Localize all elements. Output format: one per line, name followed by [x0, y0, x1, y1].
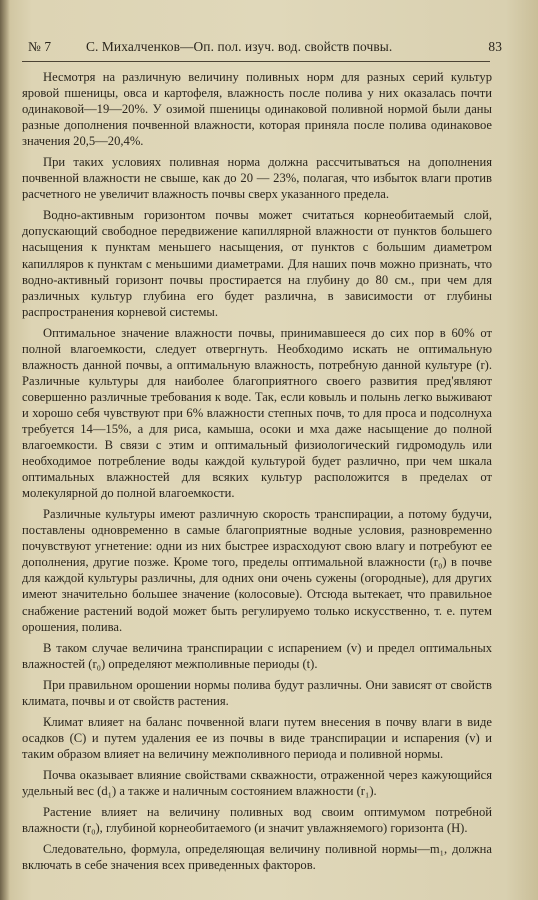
issue-number: № 7 [28, 39, 52, 54]
paragraph: Несмотря на различную величину поливных норм для разных серий культур яровой пшеницы, овса и картофеля, влажность после полива у них оказалась почти одинаковой—19—20%. У озимой пшеницы одинаковой поливной нормой были даны разные дополнения почвенной влажности, которая приняла после полива одинаковое значения 20,5—20,4%. [22, 70, 492, 149]
paragraph: Водно-активным горизонтом почвы может считаться корнеобитаемый слой, допускающий свободное передвижение капиллярной влажности от пунктов большего насыщения к пунктам меньшего насыщения, от пунктов с большим диаметром капилляров к пунктам с меньшими диаметрами. Для наших почв можно признать, что водно-активный горизонт почвы простирается на глубину до 80 см., при чем для различных культур глубина его будет различна, в зависимости от глубины распространения корневой системы. [22, 208, 492, 319]
paragraph: При таких условиях поливная норма должна рассчитываться на дополнения почвенной влажности не свыше, как до 20 — 23%, полагая, что избыток влаги против расчетного не увеличит влажность почвы сверх указанного предела. [22, 155, 492, 202]
body-text [22, 69, 492, 873]
paragraph: Почва оказывает влияние свойствами скважности, отраженной через кажующийся удельный вес (d₁) а также и наличным состоянием влажности (r₁). [22, 767, 492, 798]
paragraph: Следовательно, формула, определяющая величину поливной нормы—m₁, должна включать в себе значения всех приведенных факторов. [22, 842, 492, 873]
paragraph: Оптимальное значение влажности почвы, принимавшееся до сих пор в 60% от полной влагоемкости, следует отвергнуть. Необходимо искать не оптимальную влажность данной почвы, а оптимальную влажность, потребную данной культуре (r). Различные культуры для наиболее благоприятного своего развития пред'являют совершенно различные требования к воде. Так, если ковыль и полынь легко выживают и хорошо себя чувствуют при 6% влажности степных почв, то для проса и подсолнуха требуется 14—15%, а для риса, камыша, осоки и мха даже насыщение до полной влагоемкости. В связи с этим и оптимальный физиологический гидромодуль или необходимое потребление воды каждой культурой будет различно, при чем шкала оптимальных влажностей для всяких культур расположится в пределах от молекулярной до полной влагоемкости. [22, 325, 492, 501]
page-number: 83 [488, 39, 502, 54]
running-title: С. Михалченков—Оп. пол. изуч. вод. свойств почвы. [86, 39, 393, 54]
paragraph: При правильном орошении нормы полива будут различны. Они зависят от свойств климата, почвы и от свойств растения. [22, 677, 492, 708]
paragraph: Растение влияет на величину поливных вод своим оптимумом потребной влажности (r₀), глубиной корнеобитаемого (и значит увлажняемого) горизонта (Н). [22, 805, 492, 836]
paragraph: Различные культуры имеют различную скорость транспирации, а потому будучи, поставлены одновременно в самые благоприятные водные условия, разновременно почувствуют угнетение: одни из них быстрее израсходуют свою влагу и потребуют ее дополнения, другие позже. Кроме того, пределы оптимальной влажности (r₀) в почве для каждой культуры различны, для одних они очень сужены (огородные), для других имеют значительно большее значение (колосовые). Отсюда вытекает, что правильное снабжение растений водой может быть регулируемо только искусственно, т. е. путем орошения, полива. [22, 507, 492, 634]
running-header [22, 39, 502, 57]
paragraph: Климат влияет на баланс почвенной влаги путем внесения в почву влаги в виде осадков (С) и путем удаления ее из почвы в виде транспирации и испарения (v) и таким образом влияет на величину межполивного периода и поливной нормы. [22, 714, 492, 761]
header-rule [22, 61, 490, 62]
book-spine-shadow [0, 0, 10, 900]
paragraph: В таком случае величина транспирации с испарением (v) и предел оптимальных влажностей (r₀) определяют межполивные периоды (t). [22, 640, 492, 671]
